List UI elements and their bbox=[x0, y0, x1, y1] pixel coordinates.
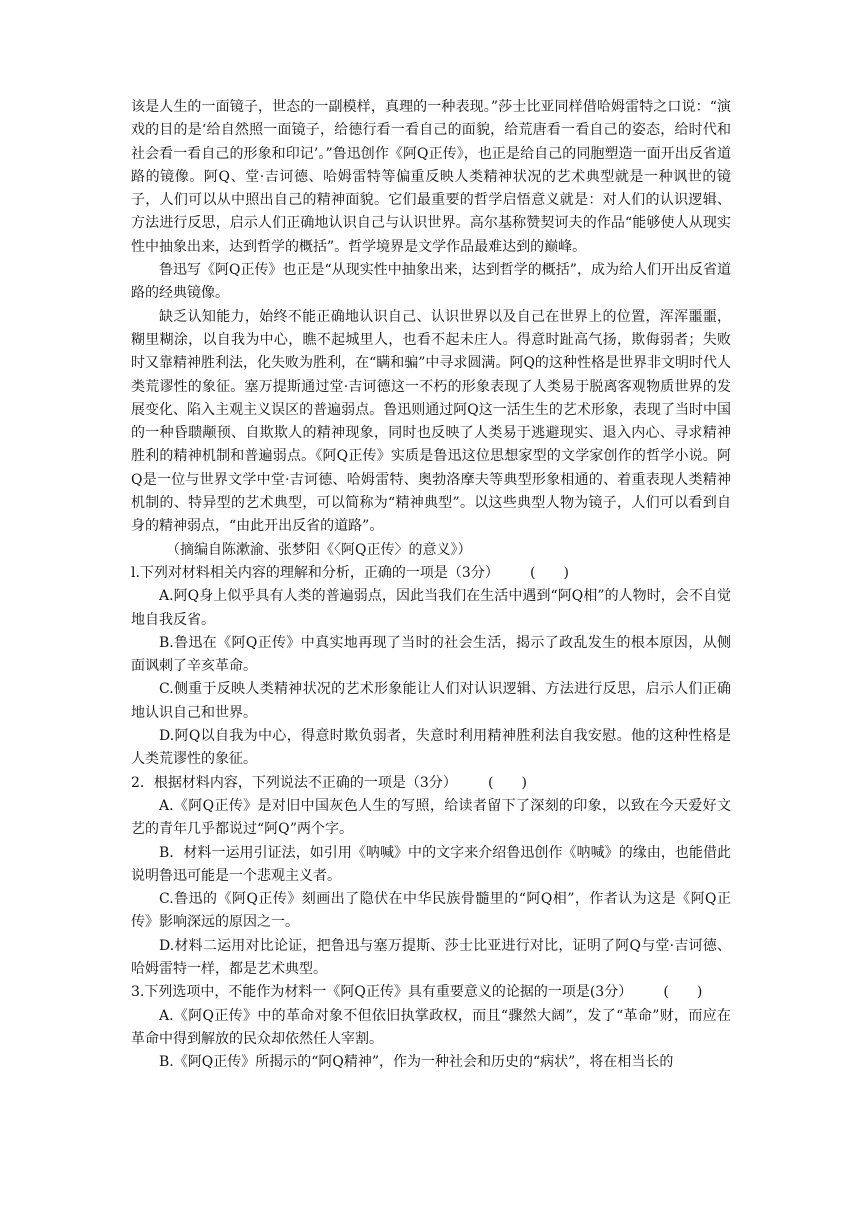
answer-bracket-text: ( ) bbox=[663, 984, 703, 1001]
answer-bracket-text: ( ) bbox=[530, 564, 569, 581]
answer-bracket bbox=[632, 984, 702, 1000]
option-a: A.阿Q身上似乎具有人类的普遍弱点，因此当我们在生活中遇到“阿Q相”的人物时，会不自觉地自我反省。 bbox=[131, 588, 731, 628]
question-stem-text: 2．根据材料内容，下列说法不正确的一项是（3分） bbox=[131, 774, 457, 791]
answer-bracket bbox=[499, 565, 569, 581]
option-b: B．材料一运用引证法，如引用《呐喊》中的文字来介绍鲁迅创作《呐喊》的缘由，也能借此说明鲁迅可能是一个悲观主义者。 bbox=[131, 844, 731, 884]
option-b: B.《阿Q正传》所揭示的“阿Q精神”，作为一种社会和历史的“病状”，将在相当长的 bbox=[159, 1054, 674, 1071]
question-stem-text: 3.下列选项中，不能作为材料一《阿Q正传》具有重要意义的论据的一项是(3分） bbox=[131, 984, 633, 1001]
option-c: C.侧重于反映人类精神状况的艺术形象能让人们对认识逻辑、方法进行反思，启示人们正确地认识自己和世界。 bbox=[131, 681, 731, 721]
document-page bbox=[131, 96, 731, 1074]
question-1 bbox=[131, 562, 731, 772]
option-a: A.《阿Q正传》是对旧中国灰色人生的写照，给读者留下了深刻的印象，以致在今天爱好文艺的青年几乎都说过“阿Q”两个字。 bbox=[131, 797, 731, 838]
answer-bracket-text: ( ) bbox=[487, 774, 527, 791]
option-d: D.阿Q以自我为中心，得意时欺负弱者，失意时利用精神胜利法自我安慰。他的这种性格是人类荒谬性的象征。 bbox=[131, 728, 731, 768]
answer-bracket bbox=[457, 775, 527, 791]
passage-paragraph-3: 缺乏认知能力，始终不能正确地认识自己、认识世界以及自己在世界上的位置，浑浑噩噩，糊里糊涂，以自我为中心，瞧不起城里人，也看不起未庄人。得意时趾高气扬，欺侮弱者；失败时又靠精神胜利法，化失败为胜利，在“瞒和骗”中寻求圆满。阿Q的这种性格是世界非文明时代人类荒谬性的象征。塞万提斯通过堂·吉诃德这一不朽的形象表现了人类易于脱离客观物质世界的发展变化、陷入主观主义误区的普遍弱点。鲁迅则通过阿Q这一活生生的艺术形象，表现了当时中国的一种昏聩颟顸、自欺欺人的精神现象，同时也反映了人类易于逃避现实、退入内心、寻求精神胜利的精神机制和普遍弱点。《阿Q正传》实质是鲁迅这位思想家型的文学家创作的哲学小说。阿Q是一位与世界文学中堂·吉诃德、哈姆雷特、奥勃洛摩夫等典型形象相通的、着重表现人类精神机制的、特异型的艺术典型，可以简称为“精神典型”。以这些典型人物为镜子，人们可以看到自身的精神弱点，“由此开出反省的道路”。 bbox=[131, 308, 731, 535]
question-3 bbox=[131, 981, 731, 1074]
source-citation: （摘编自陈漱渝、张梦阳《〈阿Q正传〉的意义》） bbox=[166, 541, 472, 558]
question-stem bbox=[131, 562, 731, 585]
question-stem bbox=[131, 981, 731, 1004]
option-d: D.材料二运用对比论证，把鲁迅与塞万提斯、莎士比亚进行对比，证明了阿Q与堂·吉诃德、哈姆雷特一样，都是艺术典型。 bbox=[131, 937, 731, 977]
passage-paragraph-2: 鲁迅写《阿Q正传》也正是“从现实性中抽象出来，达到哲学的概括”，成为给人们开出反省道路的经典镜像。 bbox=[131, 262, 731, 302]
question-stem-text: l.下列对材料相关内容的理解和分析，正确的一项是（3分） bbox=[131, 564, 499, 581]
question-2 bbox=[131, 772, 731, 982]
option-b: B.鲁迅在《阿Q正传》中真实地再现了当时的社会生活，揭示了政乱发生的根本原因，从侧面讽刺了辛亥革命。 bbox=[131, 634, 731, 675]
passage-paragraph-1: 该是人生的一面镜子，世态的一副模样，真理的一种表现。”莎士比亚同样借哈姆雷特之口说：“演戏的目的是‘给自然照一面镜子，给德行看一看自己的面貌，给荒唐看一看自己的姿态，给时代和社会看一看自己的形象和印记’。”鲁迅创作《阿Q正传》，也正是给自己的同胞塑造一面开出反省道路的镜像。阿Q、堂·吉诃德、哈姆雷特等偏重反映人类精神状况的艺术典型就是一种讽世的镜子，人们可以从中照出自己的精神面貌。它们最重要的哲学启悟意义就是：对人们的认识逻辑、方法进行反思，启示人们正确地认识自己与认识世界。高尔基称赞契诃夫的作品“能够使人从现实性中抽象出来，达到哲学的概括”。哲学境界是文学作品最难达到的巅峰。 bbox=[131, 99, 731, 255]
option-c: C.鲁迅的《阿Q正传》刻画出了隐伏在中华民族骨髓里的“阿Q相”，作者认为这是《阿Q正传》影响深远的原因之一。 bbox=[131, 891, 731, 931]
option-a: A.《阿Q正传》中的革命对象不但依旧执掌政权，而且“骤然大阔”，发了“革命”财，而应在革命中得到解放的民众却依然任人宰割。 bbox=[131, 1007, 731, 1047]
question-stem bbox=[131, 772, 731, 795]
